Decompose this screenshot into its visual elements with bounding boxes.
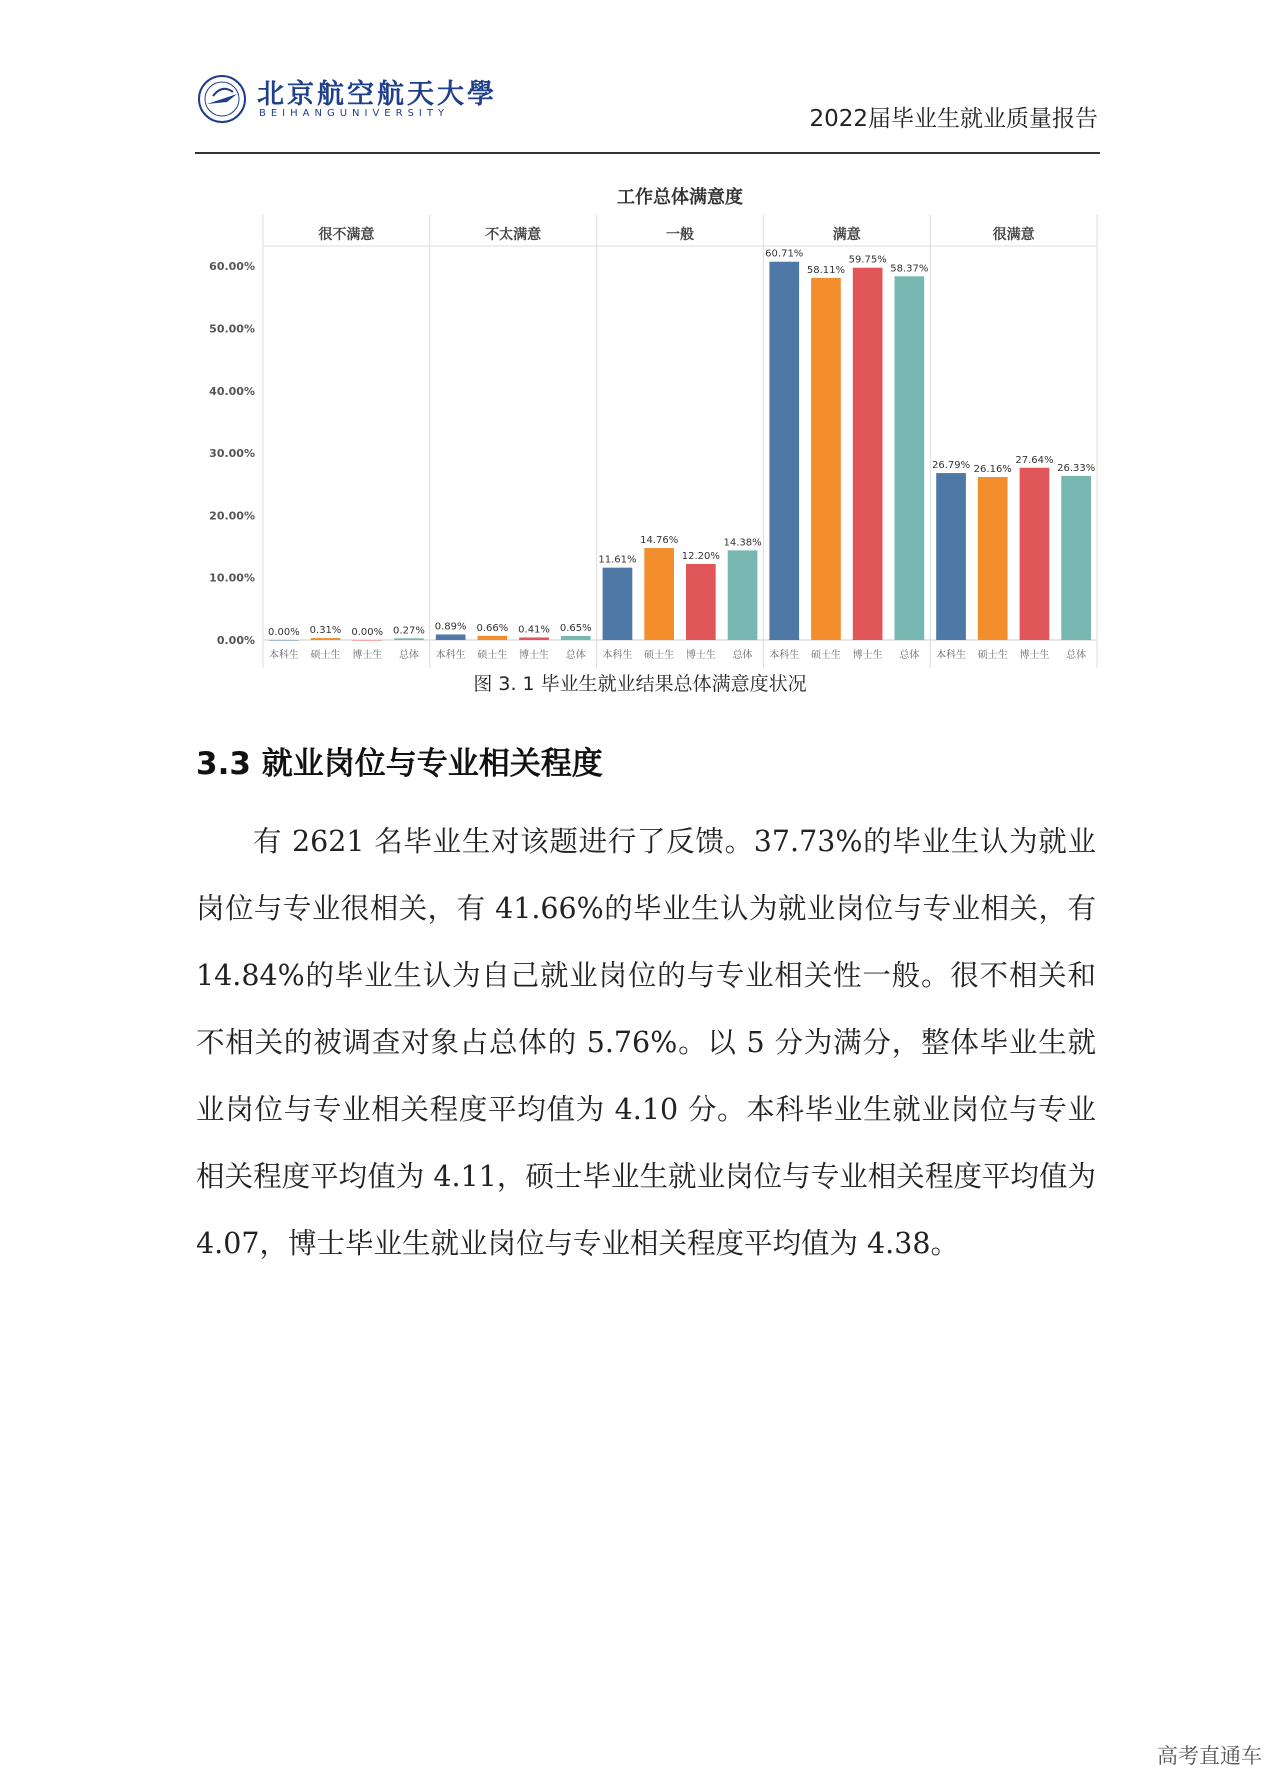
bar [769,262,799,640]
x-tick-label: 总体 [398,650,419,661]
x-tick-label: 硕士生 [810,650,841,661]
group-label: 很满意 [992,227,1035,243]
x-tick-label: 总体 [565,650,586,661]
y-tick-label: 10.00% [209,571,255,585]
bar [394,638,424,640]
group-label: 一般 [666,227,694,243]
data-label: 60.71% [765,248,804,260]
section-heading: 3.3 就业岗位与专业相关程度 [196,746,603,782]
data-label: 0.27% [393,625,425,637]
y-tick-label: 40.00% [209,384,255,398]
bar [603,568,633,640]
data-label: 0.89% [434,621,467,633]
data-label: 14.38% [723,537,762,549]
x-tick-label: 本科生 [268,650,299,661]
bar [478,636,508,640]
data-label: 0.66% [476,622,509,634]
bar [936,473,966,640]
bar [811,278,841,640]
report-title: 2022届毕业生就业质量报告 [809,106,1098,132]
data-label: 12.20% [681,550,720,562]
chart-title: 工作总体满意度 [617,187,743,208]
university-seal-icon [197,74,247,124]
bar [352,640,382,641]
group-label: 不太满意 [485,227,542,243]
y-tick-label: 60.00% [209,260,255,274]
satisfaction-chart [195,178,1100,668]
x-tick-label: 本科生 [769,650,800,661]
x-tick-label: 总体 [899,650,920,661]
bar [686,564,716,640]
bar [1020,468,1050,640]
x-tick-label: 硕士生 [644,650,675,661]
data-label: 58.37% [890,263,929,275]
data-label: 26.16% [973,464,1012,476]
x-tick-label: 博士生 [685,650,716,661]
bar [519,637,549,640]
x-tick-label: 总体 [732,650,753,661]
y-tick-label: 0.00% [216,634,255,647]
figure-caption: 图 3. 1 毕业生就业结果总体满意度状况 [473,673,807,695]
bar [978,477,1008,640]
x-tick-label: 硕士生 [310,650,341,661]
data-label: 58.11% [806,264,846,276]
bar [436,634,466,640]
university-name-en: BEIHANGUNIVERSITY [259,108,450,119]
y-tick-label: 30.00% [209,447,255,461]
data-label: 0.00% [267,627,300,638]
data-label: 26.33% [1057,462,1096,474]
x-tick-label: 博士生 [1019,650,1050,661]
x-tick-label: 本科生 [435,650,466,661]
data-label: 27.64% [1015,454,1054,466]
body-paragraph: 有 2621 名毕业生对该题进行了反馈。37.73%的毕业生认为就业岗位与专业很相关，有 41.66%的毕业生认为就业岗位与专业相关，有 14.84%的毕业生认为自己就业岗位的与专业相关性一般。很不相关和不相关的被调查对象占总体的 5.76%。以 5 分为满分，整体毕业生就业岗位与专业相关程度平均值为 4.10 分。本科毕业生就业岗位与专业相关程度平均值为 4.11，硕士毕业生就业岗位与专业相关程度平均值为 4.07，博士毕业生就业岗位与专业相关程度平均值为 4.38。 [196,825,1096,1260]
bar [269,640,299,641]
university-name: 北京航空航天大學 [257,79,497,110]
bar [1061,476,1091,640]
x-tick-label: 博士生 [352,650,383,661]
y-tick-label: 50.00% [209,322,255,336]
data-label: 0.31% [309,625,342,637]
x-tick-label: 总体 [1066,650,1087,661]
x-tick-label: 博士生 [519,650,550,661]
x-tick-label: 硕士生 [977,650,1008,661]
bar [311,638,341,640]
page-header [195,70,1100,154]
data-label: 26.79% [931,460,971,472]
x-tick-label: 本科生 [936,650,967,661]
data-label: 14.76% [640,535,679,547]
group-label: 很不满意 [318,227,375,243]
bar [561,636,591,640]
x-tick-label: 博士生 [852,650,883,661]
data-label: 0.00% [351,627,384,638]
watermark-text: 高考直通车 [1157,1744,1262,1768]
bar [644,548,674,640]
bar-chart [195,178,1100,668]
bar [728,550,758,640]
data-label: 0.41% [518,624,550,636]
data-label: 11.61% [598,554,637,566]
x-tick-label: 硕士生 [477,650,508,661]
x-tick-label: 本科生 [602,650,633,661]
data-label: 59.75% [848,254,887,266]
bar [895,276,925,640]
data-label: 0.65% [559,622,592,634]
group-label: 满意 [832,227,861,243]
y-tick-label: 20.00% [209,509,255,523]
bar [853,268,883,640]
